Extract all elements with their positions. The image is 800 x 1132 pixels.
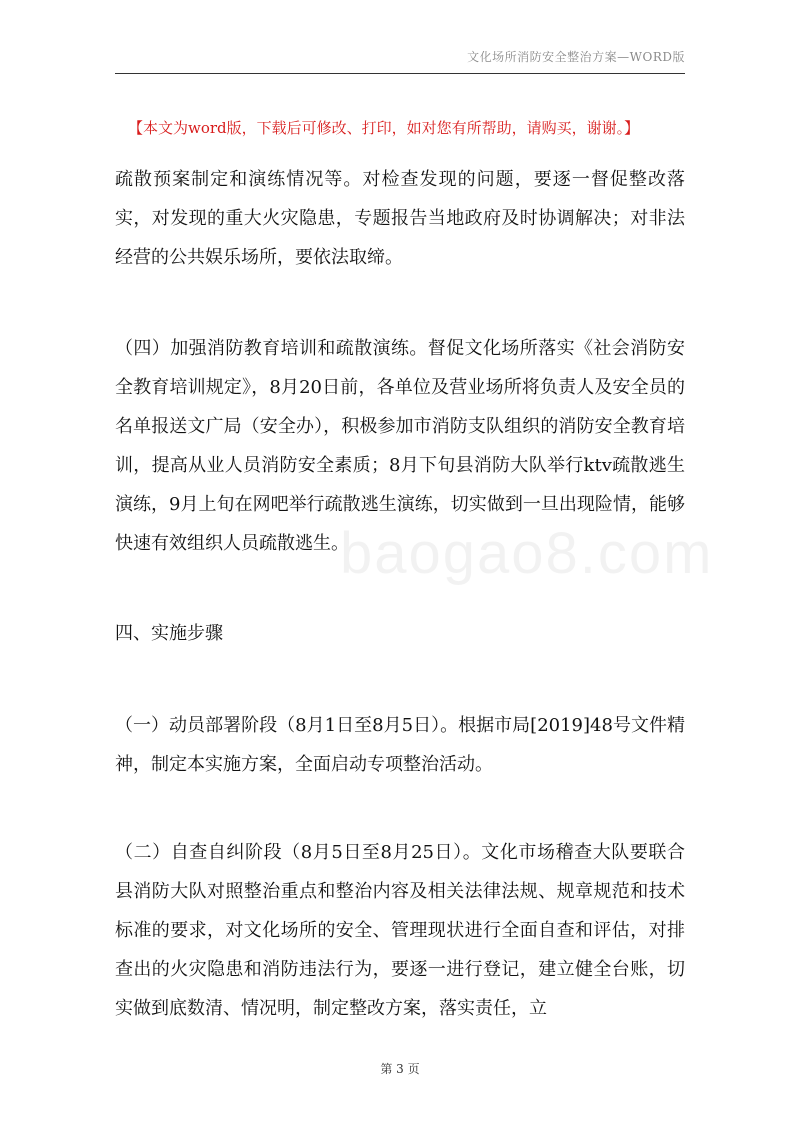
paragraph-evacuation-plan: 疏散预案制定和演练情况等。对检查发现的问题，要逐一督促整改落实，对发现的重大火灾隐患，专题报告当地政府及时协调解决；对非法经营的公共娱乐场所，要依法取缔。 (115, 169, 685, 268)
header-divider (115, 73, 685, 74)
watermark: baogao8.com (340, 521, 714, 586)
document-header-title: 文化场所消防安全整治方案—WORD版 (467, 50, 685, 64)
paragraph-mobilization-stage: （一）动员部署阶段（8月1日至8月5日）。根据市局[2019]48号文件精神，制定本实施方案，全面启动专项整治活动。 (115, 715, 685, 775)
page-number: 第 3 页 (380, 1062, 420, 1076)
paragraph-training-drills: （四）加强消防教育培训和疏散演练。督促文化场所落实《社会消防安全教育培训规定》，8月20日前，各单位及营业场所将负责人及安全员的名单报送文广局（安全办），积极参加市消防支队组织的消防安全教育培训，提高从业人员消防安全素质；8月下旬县消防大队举行ktv疏散逃生演练，9月上旬在网吧举行疏散逃生演练，切实做到一旦出现险情，能够快速有效组织人员疏散逃生。 (115, 338, 685, 554)
section-heading-implementation-steps: 四、实施步骤 (115, 623, 223, 644)
paragraph-self-inspection-stage: （二）自查自纠阶段（8月5日至8月25日）。文化市场稽查大队要联合县消防大队对照整治重点和整治内容及相关法律法规、规章规范和技术标准的要求，对文化场所的安全、管理现状进行全面自查和评估，对排查出的火灾隐患和消防违法行为，要逐一进行登记，建立健全台账，切实做到底数清、情况明，制定整改方案，落实责任，立 (115, 842, 685, 1019)
download-notice: 【本文为word版，下载后可修改、打印，如对您有所帮助，请购买，谢谢。】 (128, 119, 640, 137)
